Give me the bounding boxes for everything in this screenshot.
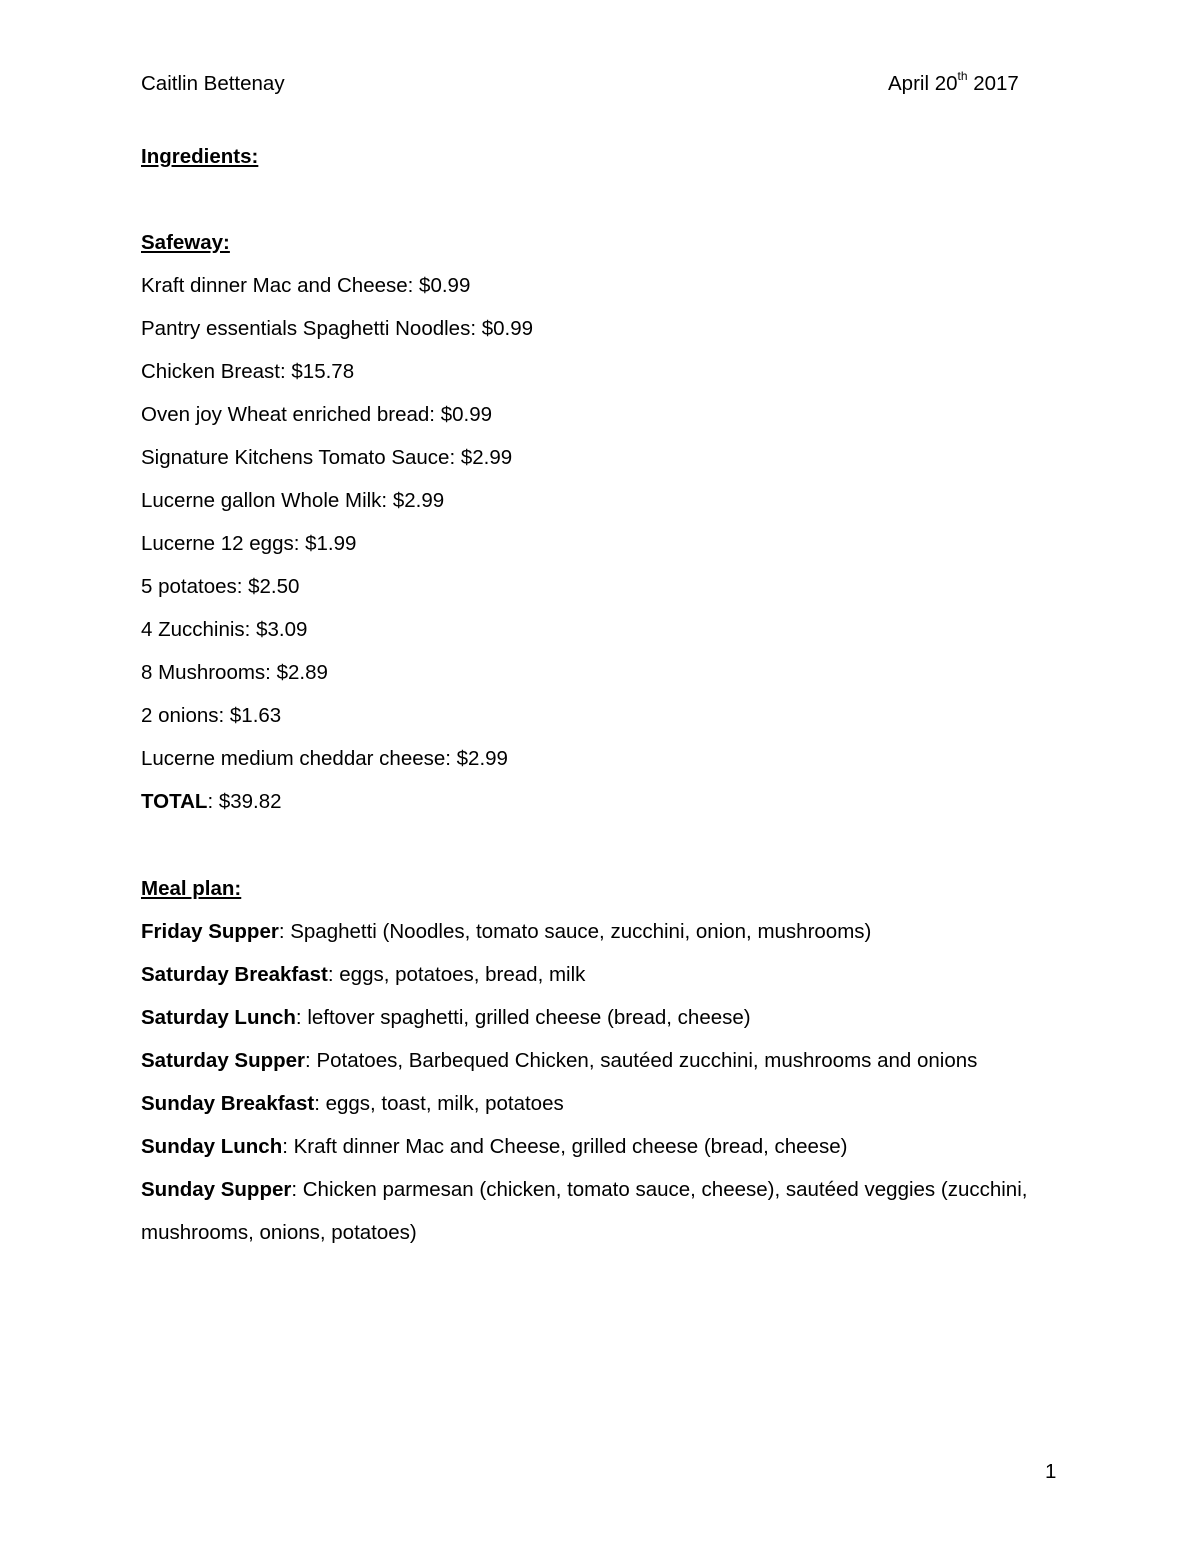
ingredient-item: Lucerne gallon Whole Milk: $2.99 [141,489,445,512]
date-day: April 20 [888,72,958,95]
total-line [141,790,282,814]
meal-day: Friday Supper [141,920,279,943]
ingredient-item: 8 Mushrooms: $2.89 [141,661,328,684]
meal-description: : Potatoes, Barbequed Chicken, sautéed zucchini, mushrooms and onions [305,1049,978,1072]
meal-day: Sunday Lunch [141,1135,283,1158]
meal-description: : leftover spaghetti, grilled cheese (bread, cheese) [295,1006,751,1029]
meal-item-continuation: mushrooms, onions, potatoes) [141,1221,417,1244]
meal-item [141,920,871,944]
date-year: 2017 [967,72,1019,95]
ingredient-item: Chicken Breast: $15.78 [141,360,355,383]
store-heading: Safeway: [141,231,230,254]
meal-description: : eggs, potatoes, bread, milk [327,963,586,986]
meal-item [141,1006,751,1030]
ingredient-item: Oven joy Wheat enriched bread: $0.99 [141,403,492,426]
ingredient-item: Lucerne medium cheddar cheese: $2.99 [141,747,508,770]
document-date [888,69,1019,96]
meal-day: Saturday Lunch [141,1006,296,1029]
page-number: 1 [1045,1460,1057,1483]
total-value: : $39.82 [207,790,282,813]
meal-item [141,1092,564,1116]
ingredient-item: 2 onions: $1.63 [141,704,282,727]
date-ordinal-suffix: th [957,69,968,84]
total-label: TOTAL [141,790,208,813]
ingredient-item: 4 Zucchinis: $3.09 [141,618,308,641]
ingredients-heading: Ingredients: [141,145,259,168]
meal-day: Saturday Supper [141,1049,306,1072]
meal-description: : Chicken parmesan (chicken, tomato sauce, cheese), sautéed veggies (zucchini, [291,1178,1028,1201]
ingredient-item: Lucerne 12 eggs: $1.99 [141,532,357,555]
meal-item [141,1178,1027,1202]
ingredient-item: 5 potatoes: $2.50 [141,575,300,598]
meal-item [141,1135,847,1159]
meal-day: Saturday Breakfast [141,963,328,986]
meal-item [141,963,585,987]
ingredient-item: Kraft dinner Mac and Cheese: $0.99 [141,274,471,297]
ingredient-item: Pantry essentials Spaghetti Noodles: $0.99 [141,317,534,340]
meal-item [141,1049,977,1073]
meal-description: : Kraft dinner Mac and Cheese, grilled cheese (bread, cheese) [282,1135,848,1158]
meal-day: Sunday Supper [141,1178,292,1201]
meal-plan-heading: Meal plan: [141,877,242,900]
meal-description: : Spaghetti (Noodles, tomato sauce, zucchini, onion, mushrooms) [278,920,872,943]
author-name: Caitlin Bettenay [141,72,285,95]
ingredient-item: Signature Kitchens Tomato Sauce: $2.99 [141,446,513,469]
meal-description: : eggs, toast, milk, potatoes [314,1092,564,1115]
meal-day: Sunday Breakfast [141,1092,315,1115]
